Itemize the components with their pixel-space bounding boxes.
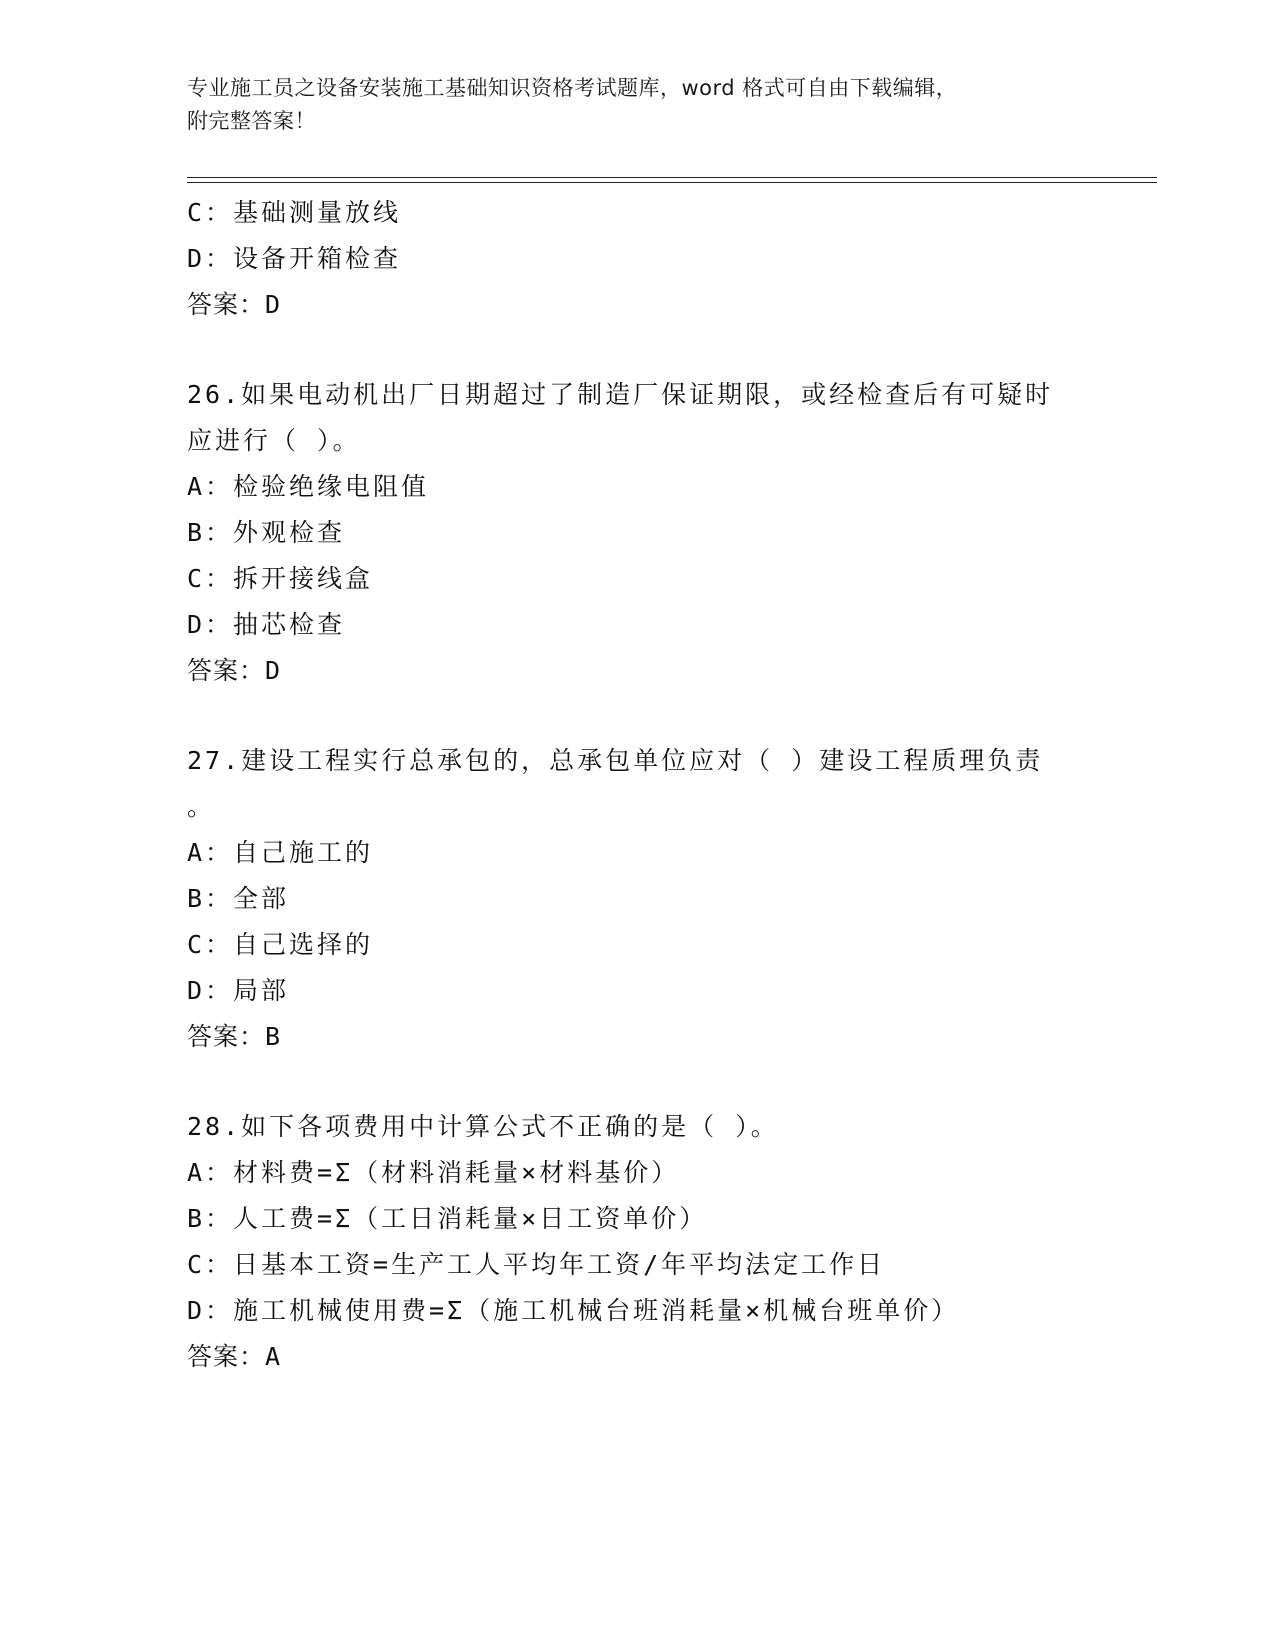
option-b: B：全部	[187, 884, 290, 913]
option-a: A：检验绝缘电阻值	[187, 472, 430, 501]
option-b: B：人工费=Σ（工日消耗量×日工资单价）	[187, 1204, 708, 1233]
option-d: D：抽芯检查	[187, 610, 346, 639]
question-stem-line: 。	[187, 792, 216, 821]
question-27	[187, 738, 1137, 1060]
answer-line: 答案：D	[187, 656, 282, 685]
header-line-1: 专业施工员之设备安装施工基础知识资格考试题库，word 格式可自由下载编辑，	[187, 76, 958, 100]
question-stem-line: 26.如果电动机出厂日期超过了制造厂保证期限，或经检查后有可疑时	[187, 380, 1054, 409]
question-list	[187, 190, 1137, 1380]
answer-line: 答案：D	[187, 290, 282, 319]
spacer	[187, 1060, 1137, 1104]
option-d: D：局部	[187, 976, 290, 1005]
header-line-2: 附完整答案！	[187, 109, 316, 133]
question-26	[187, 372, 1137, 694]
answer-line: 答案：B	[187, 1022, 282, 1051]
document-header	[187, 72, 1067, 138]
prev-question-tail	[187, 190, 1137, 328]
option-d: D：设备开箱检查	[187, 244, 402, 273]
option-c: C：基础测量放线	[187, 198, 402, 227]
option-c: C：自己选择的	[187, 930, 374, 959]
option-a: A：材料费=Σ（材料消耗量×材料基价）	[187, 1158, 680, 1187]
answer-line: 答案：A	[187, 1342, 282, 1371]
option-b: B：外观检查	[187, 518, 346, 547]
option-d: D：施工机械使用费=Σ（施工机械台班消耗量×机械台班单价）	[187, 1296, 960, 1325]
question-28	[187, 1104, 1137, 1380]
question-stem-line: 27.建设工程实行总承包的，总承包单位应对（ ）建设工程质理负责	[187, 746, 1044, 775]
header-divider-bottom	[187, 182, 1157, 183]
option-c: C：拆开接线盒	[187, 564, 374, 593]
spacer	[187, 328, 1137, 372]
option-c: C：日基本工资=生产工人平均年工资/年平均法定工作日	[187, 1250, 886, 1279]
question-stem-line: 应进行（ ）。	[187, 426, 361, 455]
question-stem-line: 28.如下各项费用中计算公式不正确的是（ ）。	[187, 1112, 779, 1141]
header-divider-top	[187, 177, 1157, 178]
option-a: A：自己施工的	[187, 838, 374, 867]
spacer	[187, 694, 1137, 738]
